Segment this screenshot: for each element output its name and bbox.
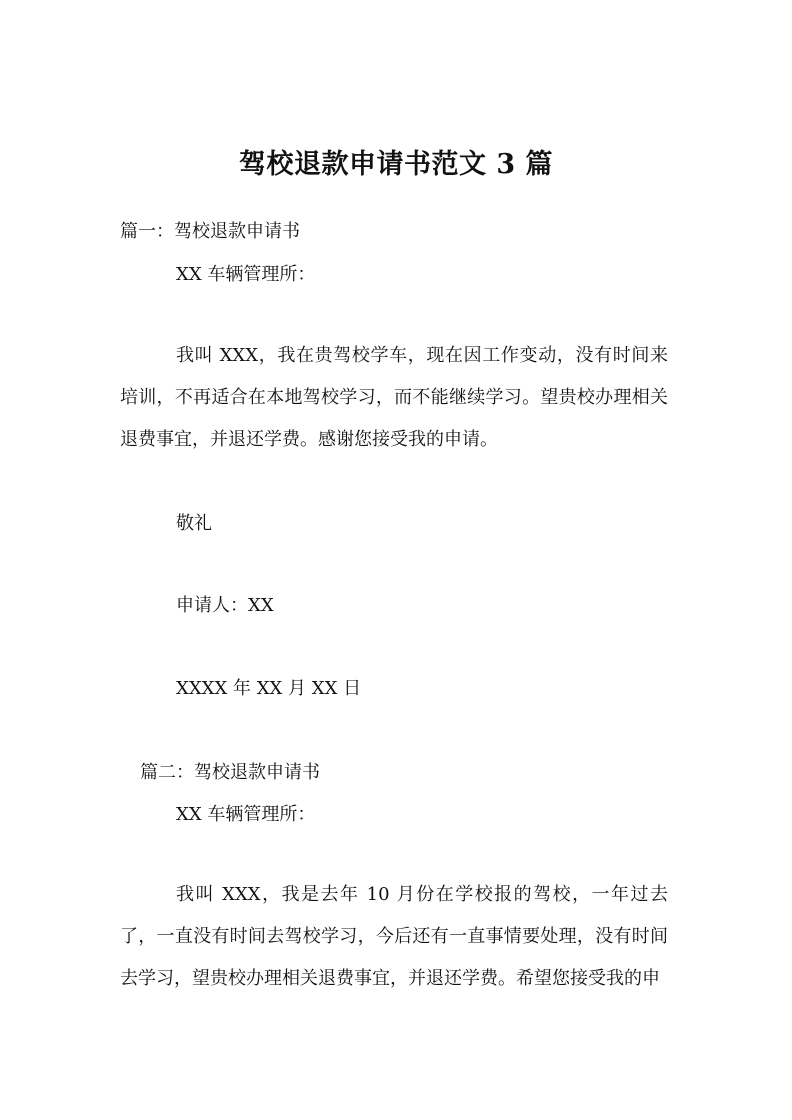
document-title: 驾校退款申请书范文 3 篇: [238, 149, 554, 180]
section1-body: 我叫 XXX，我在贵驾校学车，现在因工作变动，没有时间来培训，不再适合在本地驾校学习，而不能继续学习。望贵校办理相关退费事宜，并退还学费。感谢您接受我的申请。: [120, 345, 668, 450]
section2-salutation: XX 车辆管理所：: [176, 804, 316, 825]
section1-heading: 篇一：驾校退款申请书: [120, 221, 300, 242]
section1-date: XXXX 年 XX 月 XX 日: [176, 678, 362, 699]
section1-salutation: XX 车辆管理所：: [176, 264, 316, 285]
section1-closing: 敬礼: [176, 513, 212, 534]
section1-applicant: 申请人：XX: [176, 595, 274, 616]
section2-body: 我叫 XXX，我是去年 10 月份在学校报的驾校，一年过去了，一直没有时间去驾校学习，今后还有一直事情要处理，没有时间去学习，望贵校办理相关退费事宜，并退还学费。希望您接受我的申: [120, 884, 668, 989]
section2-heading: 篇二：驾校退款申请书: [140, 762, 320, 783]
